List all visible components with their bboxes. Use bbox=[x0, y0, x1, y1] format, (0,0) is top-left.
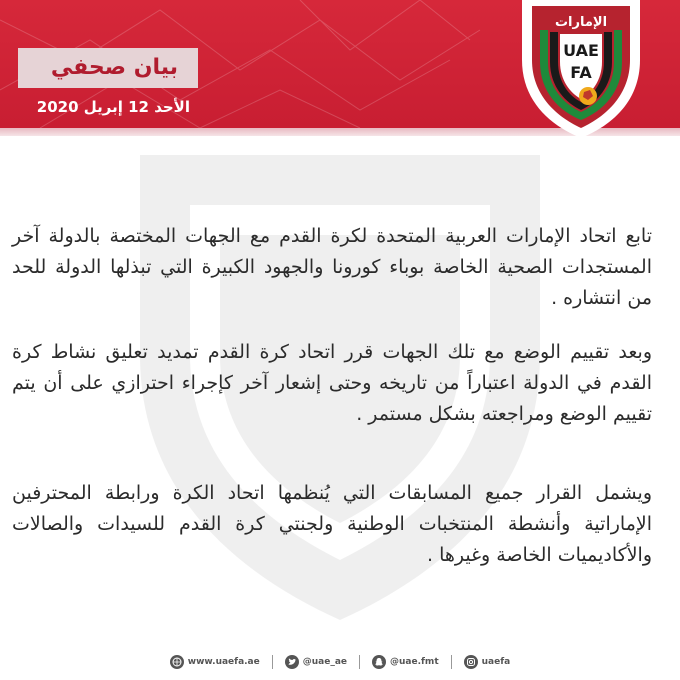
footer-social bbox=[0, 650, 680, 674]
twitter-text: @uae_ae bbox=[302, 657, 348, 667]
footer-divider bbox=[359, 655, 360, 669]
paragraph-3: ويشمل القرار جميع المسابقات التي يُنظمها اتحاد الكرة ورابطة المحترفين الإماراتية وأنشطة المنتخبات الوطنية ولجنتي كرة القدم للسيدات والصالات والأكاديميات الخاصة وغيرها . bbox=[12, 482, 652, 566]
uaefa-logo bbox=[518, 0, 644, 140]
paragraph-1: تابع اتحاد الإمارات العربية المتحدة لكرة القدم مع الجهات المختصة بالدولة آخر المستجدات الصحية الخاصة بوباء كورونا والجهود الكبيرة التي تبذلها الدولة للحد من انتشاره . bbox=[12, 225, 652, 309]
website-text: www.uaefa.ae bbox=[187, 657, 260, 667]
release-date: الأحد 12 إبريل 2020 bbox=[36, 98, 190, 116]
twitter-icon bbox=[285, 655, 299, 669]
instagram-text: uaefa bbox=[481, 657, 511, 667]
snapchat-link[interactable] bbox=[372, 655, 439, 669]
snapchat-text: @uae.fmt bbox=[390, 657, 439, 667]
footer-divider bbox=[451, 655, 452, 669]
instagram-icon bbox=[464, 655, 478, 669]
logo-uae-text: UAE bbox=[563, 41, 599, 60]
snapchat-icon bbox=[372, 655, 386, 669]
twitter-link[interactable] bbox=[285, 655, 347, 669]
logo-arabic-text: الإمارات bbox=[554, 15, 608, 30]
website-link[interactable] bbox=[170, 655, 260, 669]
globe-icon bbox=[170, 655, 184, 669]
footer-divider bbox=[272, 655, 273, 669]
instagram-link[interactable] bbox=[464, 655, 511, 669]
paragraph-2: وبعد تقييم الوضع مع تلك الجهات قرر اتحاد كرة القدم تمديد تعليق نشاط كرة القدم في الدولة اعتباراً من تاريخه وحتى إشعار آخر كإجراء احترازي على أن يتم تقييم الوضع ومراجعته بشكل مستمر . bbox=[12, 341, 652, 425]
logo-fa-text: FA bbox=[570, 63, 592, 82]
page-title: بيان صحفي bbox=[50, 55, 178, 80]
